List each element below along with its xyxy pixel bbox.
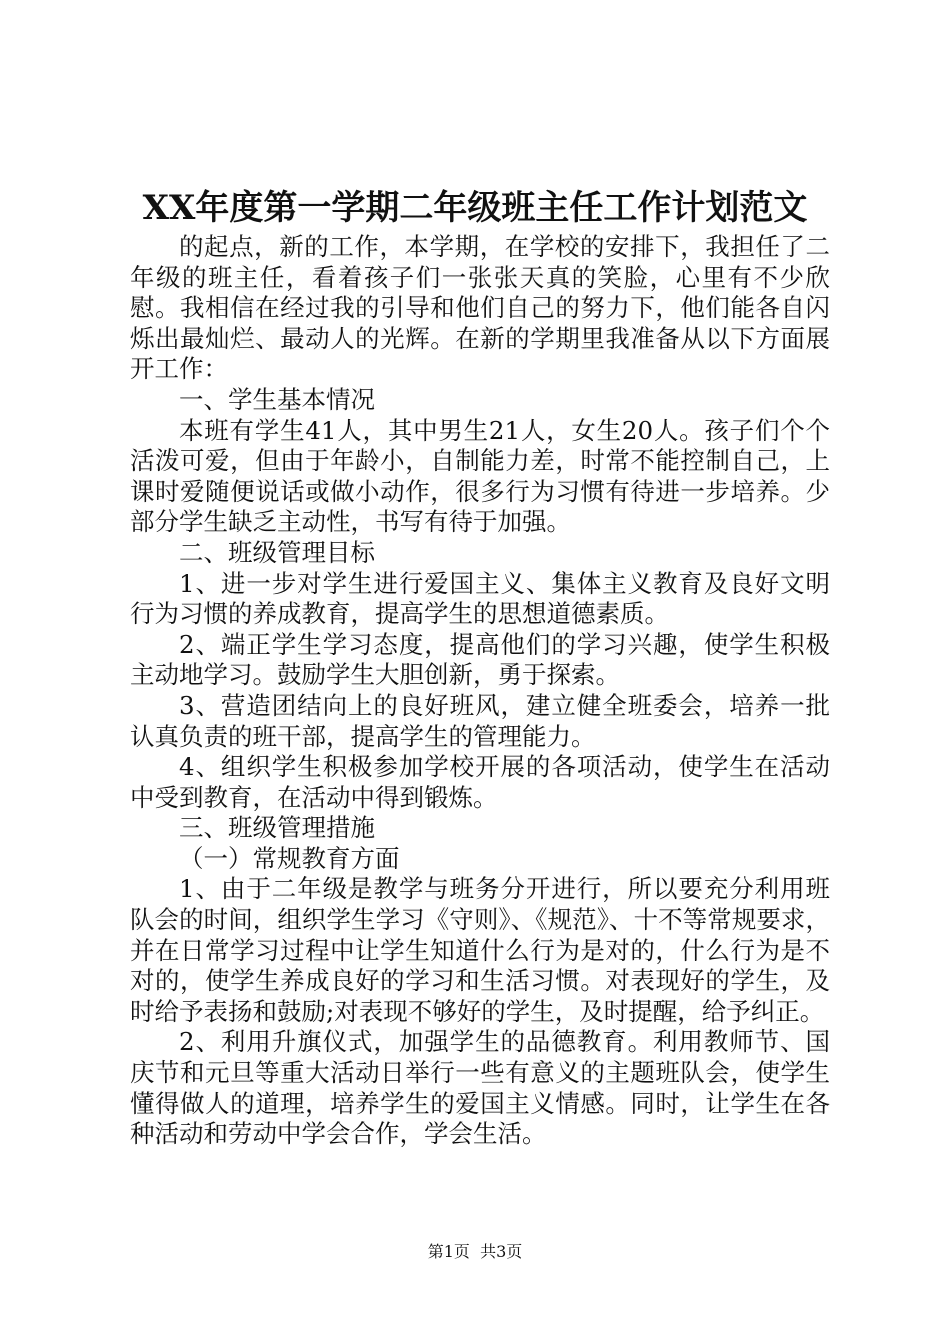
student-situation-paragraph: 本班有学生41人，其中男生21人，女生20人。孩子们个个活泼可爱，但由于年龄小，自制能力差，时常不能控制自己，上课时爱随便说话或做小动作，很多行为习惯有待进一步培养。少部分学生缺乏主动性，书写有待于加强。: [130, 415, 830, 537]
section-heading-management-goals: 二、班级管理目标: [179, 537, 375, 567]
section-heading-management-measures: 三、班级管理措施: [179, 813, 375, 843]
intro-paragraph: 的起点，新的工作，本学期，在学校的安排下，我担任了二年级的班主任，看着孩子们一张张天真的笑脸，心里有不少欣慰。我相信在经过我的引导和他们自己的努力下，他们能各自闪烁出最灿烂、最动人的光辉。在新的学期里我准备从以下方面展开工作：: [130, 232, 830, 384]
document-body: [130, 232, 830, 1150]
measure-item-1: 1、由于二年级是教学与班务分开进行，所以要充分利用班队会的时间，组织学生学习《守则》、《规范》、十不等常规要求，并在日常学习过程中让学生知道什么行为是对的，什么行为是不对的，使学生养成良好的学习和生活习惯。对表现好的学生，及时给予表扬和鼓励;对表现不够好的学生，及时提醒，给予纠正。: [130, 874, 830, 1026]
goal-item-4: 4、组织学生积极参加学校开展的各项活动，使学生在活动中受到教育，在活动中得到锻炼。: [130, 752, 830, 812]
goal-item-2: 2、端正学生学习态度，提高他们的学习兴趣，使学生积极主动地学习。鼓励学生大胆创新，勇于探索。: [130, 629, 830, 690]
goal-item-1: 1、进一步对学生进行爱国主义、集体主义教育及良好文明行为习惯的养成教育，提高学生的思想道德素质。: [130, 568, 830, 629]
document-title: XX年度第一学期二年级班主任工作计划范文: [142, 188, 808, 228]
goal-item-3: 3、营造团结向上的良好班风，建立健全班委会，培养一批认真负责的班干部，提高学生的管理能力。: [130, 690, 830, 751]
subsection-heading-routine-education: （一）常规教育方面: [179, 843, 400, 873]
page-footer: 第1页 共3页: [427, 1242, 523, 1261]
section-heading-student-situation: 一、学生基本情况: [179, 384, 375, 414]
measure-item-2: 2、利用升旗仪式，加强学生的品德教育。利用教师节、国庆节和元旦等重大活动日举行一些有意义的主题班队会，使学生懂得做人的道理，培养学生的爱国主义情感。同时，让学生在各种活动和劳动中学会合作，学会生活。: [130, 1027, 830, 1149]
